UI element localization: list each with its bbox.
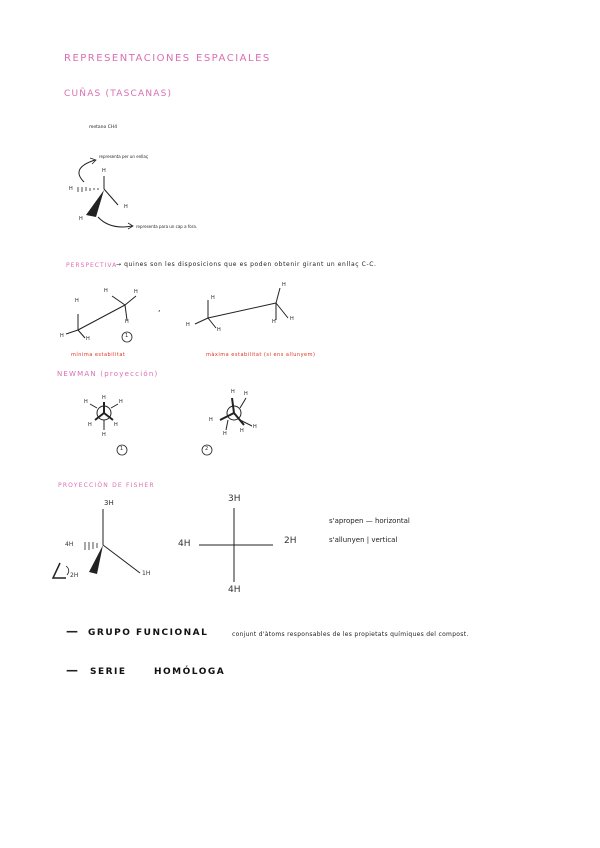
annotation-back-bond: representa per un enllaç — [99, 154, 149, 159]
newman1-atom-h-6: H — [102, 432, 106, 438]
fisher-cross-atom-bottom: 4H — [228, 585, 241, 595]
mol1-atom-h-2: H — [104, 288, 108, 294]
mol2-stability-note: màxima estabilitat (si ens allunyem) — [206, 352, 316, 358]
serie-dash: — — [66, 663, 78, 677]
mol1-stability-note: mínima estabilitat — [71, 352, 126, 358]
methane-label: metano CH4 — [89, 125, 118, 130]
mol2-atom-h-1: H — [211, 295, 215, 301]
atom-h-bottom: H — [79, 216, 83, 222]
newman2-atom-h-3: H — [209, 417, 213, 423]
atom-h-top: H — [102, 168, 106, 174]
mol2-atom-h-2: H — [282, 282, 286, 288]
homologa-label: HOMÓLOGA — [154, 667, 226, 677]
newman2-atom-h-4: H — [223, 431, 227, 437]
grupo-funcional-label: GRUPO FUNCIONAL — [88, 628, 209, 638]
atom-h-left: H — [69, 186, 73, 192]
section-heading-perspectiva: PERSPECTIVA — [66, 262, 118, 269]
fisher-wedge-atom-right: 1H — [142, 570, 151, 577]
fisher-wedge-atom-left: 4H — [65, 541, 74, 548]
fisher-note-horizontal: s'apropen — horizontal — [329, 517, 410, 525]
fisher-cross-atom-left: 4H — [178, 539, 191, 549]
mol1-atom-h-4: H — [60, 333, 64, 339]
perspectiva-description: → quines son les disposicions que es poden obtenir girant un enllaç C-C. — [116, 261, 377, 268]
newman2-atom-h-1: H — [231, 389, 235, 395]
fisher-cross-atom-top: 3H — [228, 494, 241, 504]
page-title-part1: REPRESENTACIONES — [64, 53, 191, 64]
section-heading-newman: NEWMAN (proyección) — [57, 370, 159, 378]
mol2-atom-h-5: H — [272, 319, 276, 325]
grupo-dash: — — [66, 624, 78, 638]
grupo-funcional-definition: conjunt d'àtoms responsables de les propietats químiques del compost. — [232, 631, 469, 638]
newman1-atom-h-4: H — [88, 422, 92, 428]
mol1-atom-h-1: H — [75, 298, 79, 304]
newman2-atom-h-2: H — [244, 391, 248, 397]
newman1-atom-h-3: H — [119, 399, 123, 405]
newman1-atom-h-5: H — [114, 422, 118, 428]
mol2-atom-h-4: H — [217, 327, 221, 333]
page-title-part2: ESPACIALES — [196, 53, 271, 64]
section-heading-fisher: PROYECCIÓN DE FISHER — [58, 482, 155, 489]
serie-label: SERIE — [90, 667, 127, 677]
newman2-atom-h-6: H — [253, 424, 257, 430]
annotation-front-bond: representa para un cap a fora. — [136, 224, 198, 229]
section-heading-cunas: CUÑAS (TASCANAS) — [64, 89, 173, 99]
newman1-atom-h-1: H — [102, 395, 106, 401]
mol1-number-label: 1 — [125, 333, 129, 339]
newman2-number-label: 2 — [205, 446, 209, 452]
mol1-atom-h-5: H — [86, 336, 90, 342]
mol2-atom-h-3: H — [186, 322, 190, 328]
newman1-number-label: 1 — [120, 446, 124, 452]
atom-h-right: H — [124, 204, 128, 210]
fisher-cross-atom-right: 2H — [284, 536, 297, 546]
fisher-wedge-atom-top: 3H — [104, 499, 114, 507]
perspective-separator: , — [158, 304, 161, 313]
newman2-atom-h-5: H — [240, 428, 244, 434]
fisher-note-vertical: s'allunyen | vertical — [329, 536, 398, 544]
mol1-atom-h-3: H — [134, 289, 138, 295]
mol1-atom-h-6: H — [125, 319, 129, 325]
mol2-atom-h-6: H — [290, 316, 294, 322]
fisher-wedge-atom-bottom: 2H — [70, 572, 79, 579]
newman1-atom-h-2: H — [84, 399, 88, 405]
